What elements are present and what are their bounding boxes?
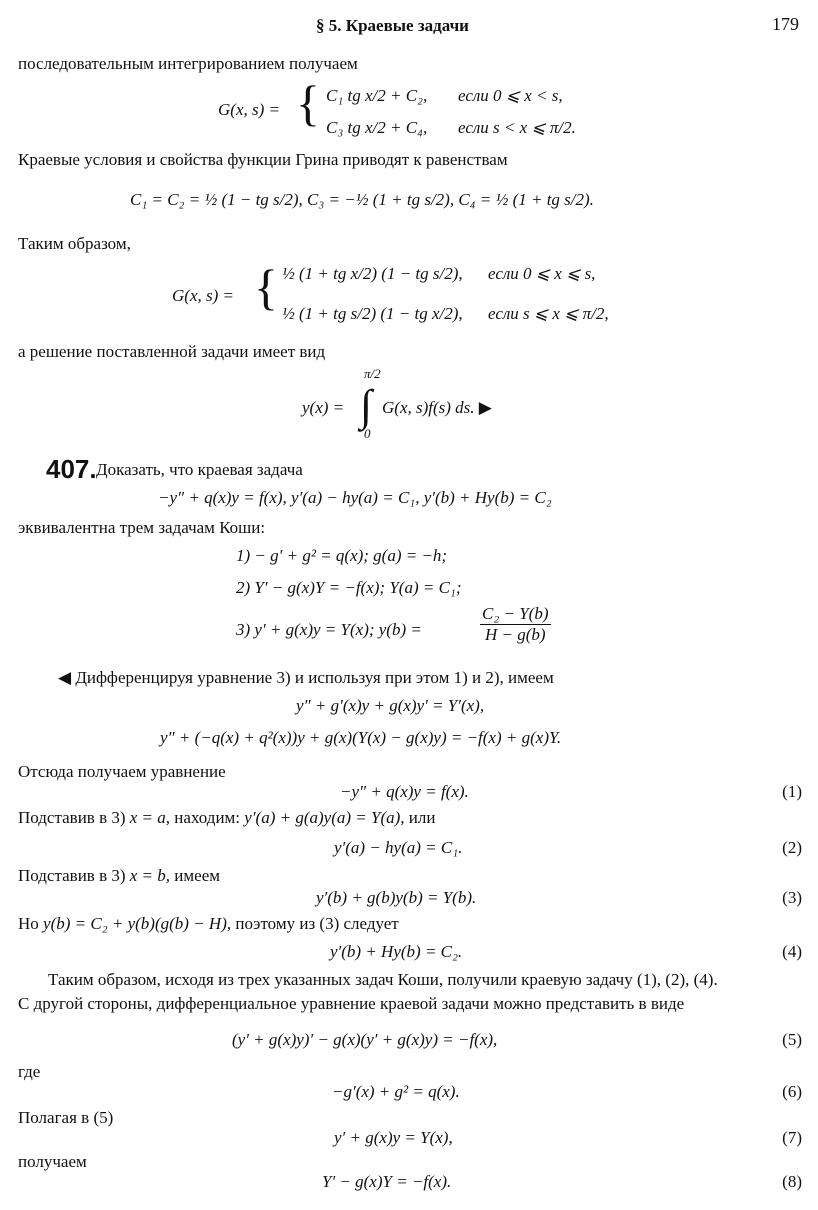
equation-case: ½ (1 + tg s/2) (1 − tg x/2), xyxy=(282,304,463,323)
cauchy-problem-2: 2) Y′ − g(x)Y = −f(x); Y(a) = C₁; xyxy=(236,578,462,597)
equation-lhs: y(x) = xyxy=(302,398,345,417)
equation-number: (5) xyxy=(782,1030,802,1049)
text-line: С другой стороны, дифференциальное уравнение краевой задачи можно представить в виде xyxy=(18,994,685,1013)
cauchy-problem-3: 3) y′ + g(x)y = Y(x); y(b) = xyxy=(236,620,422,639)
text-line xyxy=(18,914,399,934)
text-span: Но xyxy=(18,914,39,933)
left-brace: { xyxy=(296,75,320,131)
equation: −y″ + q(x)y = f(x), y′(a) − hy(a) = C₁, y′(b) + Hy(b) = C₂ xyxy=(158,488,552,507)
equation: Y′ − g(x)Y = −f(x). xyxy=(322,1172,452,1191)
inline-math: y(b) = C₂ + y(b)(g(b) − H), xyxy=(43,914,232,933)
equation: (y′ + g(x)y)′ − g(x)(y′ + g(x)y) = −f(x), xyxy=(232,1030,498,1049)
equation-condition: если 0 ⩽ x < s, xyxy=(458,86,563,105)
equation: y″ + (−q(x) + q²(x))y + g(x)(Y(x) − g(x)y) = −f(x) + g(x)Y. xyxy=(160,728,562,747)
inline-math: x = a, xyxy=(129,808,171,827)
equation-number: (2) xyxy=(782,838,802,857)
equation-condition: если s ⩽ x ⩽ π/2, xyxy=(488,304,609,323)
text-line: получаем xyxy=(18,1152,87,1171)
text-span: поэтому из (3) следует xyxy=(235,914,399,933)
equation-case: C₃ tg x/2 + C₄, xyxy=(326,118,428,137)
problem-statement: Доказать, что краевая задача xyxy=(96,460,303,479)
fraction-numerator: C₂ − Y(b) xyxy=(482,604,549,623)
fraction xyxy=(480,604,551,645)
text-line xyxy=(18,808,435,828)
page-number: 179 xyxy=(772,14,799,34)
left-brace: { xyxy=(254,259,278,315)
integral-lower-limit: 0 xyxy=(364,426,371,441)
equation: y′(a) − hy(a) = C₁. xyxy=(334,838,463,857)
inline-math: y′(a) + g(a)y(a) = Y(a), xyxy=(244,808,405,827)
equation: y′(b) + g(b)y(b) = Y(b). xyxy=(316,888,477,907)
text-line: Таким образом, исходя из трех указанных задач Коши, получили краевую задачу (1), (2), (4). xyxy=(48,970,718,989)
text-line: последовательным интегрированием получаем xyxy=(18,54,358,73)
equation-lhs: G(x, s) = xyxy=(172,286,234,305)
equation-case: C₁ tg x/2 + C₂, xyxy=(326,86,428,105)
text-line: эквивалентна трем задачам Коши: xyxy=(18,518,266,537)
fraction-denominator: H − g(b) xyxy=(484,625,546,644)
text-line: Краевые условия и свойства функции Грина приводят к равенствам xyxy=(18,150,508,169)
text-line xyxy=(18,866,220,886)
equation: G(x, s)f(s) ds. ▶ xyxy=(382,398,492,417)
equation-number: (8) xyxy=(782,1172,802,1191)
equation-number: (3) xyxy=(782,888,802,907)
equation-case: ½ (1 + tg x/2) (1 − tg s/2), xyxy=(282,264,463,283)
equation-number: (1) xyxy=(782,782,802,801)
text-line: где xyxy=(18,1062,41,1081)
equation-number: (6) xyxy=(782,1082,802,1101)
equation-lhs: G(x, s) = xyxy=(218,100,280,119)
equation: y″ + g′(x)y + g(x)y′ = Y′(x), xyxy=(296,696,485,715)
cauchy-problem-1: 1) − g′ + g² = q(x); g(a) = −h; xyxy=(236,546,448,565)
equation-number: (7) xyxy=(782,1128,802,1147)
running-header: § 5. Краевые задачи xyxy=(316,16,469,35)
equation-condition: если s < x ⩽ π/2. xyxy=(458,118,576,137)
equation-condition: если 0 ⩽ x ⩽ s, xyxy=(488,264,596,283)
integral-upper-limit: π/2 xyxy=(364,366,381,381)
equation-number: (4) xyxy=(782,942,802,961)
inline-math: x = b, xyxy=(129,866,171,885)
text-span: Подставив в 3) xyxy=(18,808,126,827)
equation: y′(b) + Hy(b) = C₂. xyxy=(330,942,463,961)
text-line: Полагая в (5) xyxy=(18,1108,114,1127)
text-line: Таким образом, xyxy=(18,234,131,253)
text-span: имеем xyxy=(174,866,221,885)
text-line: ◀ Дифференцируя уравнение 3) и используя при этом 1) и 2), имеем xyxy=(58,668,554,687)
equation: C₁ = C₂ = ½ (1 − tg s/2), C₃ = −½ (1 + tg s/2), C₄ = ½ (1 + tg s/2). xyxy=(130,190,594,209)
equation: y′ + g(x)y = Y(x), xyxy=(334,1128,453,1147)
text-span: находим: xyxy=(174,808,241,827)
text-line: Отсюда получаем уравнение xyxy=(18,762,226,781)
equation: −y″ + q(x)y = f(x). xyxy=(340,782,469,801)
problem-number: 407. xyxy=(46,454,97,484)
text-line: а решение поставленной задачи имеет вид xyxy=(18,342,326,361)
equation: −g′(x) + g² = q(x). xyxy=(332,1082,460,1101)
integral-sign: ∫ xyxy=(360,381,373,430)
text-span: или xyxy=(408,808,436,827)
text-span: Подставив в 3) xyxy=(18,866,126,885)
